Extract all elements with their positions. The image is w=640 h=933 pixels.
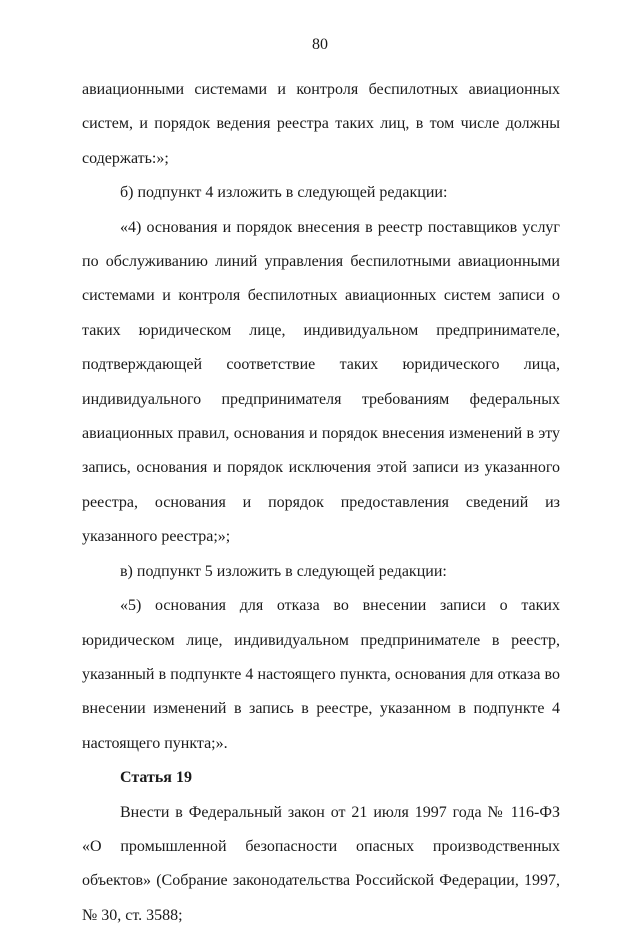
paragraph-subitem-b: б) подпункт 4 изложить в следующей редакции:: [120, 184, 448, 202]
page-number: 80: [312, 36, 328, 53]
article-heading: Статья 19: [120, 769, 192, 787]
paragraph-article-19-text: Внести в Федеральный закон от 21 июля 1997 года № 116-ФЗ «О промышленной безопасности опасных производственных объектов» (Собрание законодательства Российской Федерации, 1997, № 30, ст. 3588;: [82, 803, 560, 924]
paragraph-quoted-item-5: «5) основания для отказа во внесении записи о таких юридическом лице, индивидуальном предпринимателе в реестр, указанный в подпункте 4 настоящего пункта, основания для отказа во внесении изменений в запись в реестре, указанном в подпункте 4 настоящего пункта;».: [82, 597, 560, 752]
paragraph-quoted-item-4: «4) основания и порядок внесения в реестр поставщиков услуг по обслуживанию линий управления беспилотными авиационными системами и контроля беспилотных авиационных систем записи о таких юридическом лице, индивидуальном предпринимателе, подтверждающей соответствие таких юридического лица, индивидуального предпринимателя требованиям федеральных авиационных правил, основания и порядок внесения изменений в эту запись, основания и порядок исключения этой записи из указанного реестра, основания и порядок предоставления сведений из указанного реестра;»;: [82, 218, 560, 546]
document-body: [82, 73, 560, 933]
paragraph-subitem-v: в) подпункт 5 изложить в следующей редакции:: [120, 562, 447, 580]
paragraph-continuation: авиационными системами и контроля беспилотных авиационных систем, и порядок ведения реестра таких лиц, в том числе должны содержать:»;: [82, 81, 560, 167]
